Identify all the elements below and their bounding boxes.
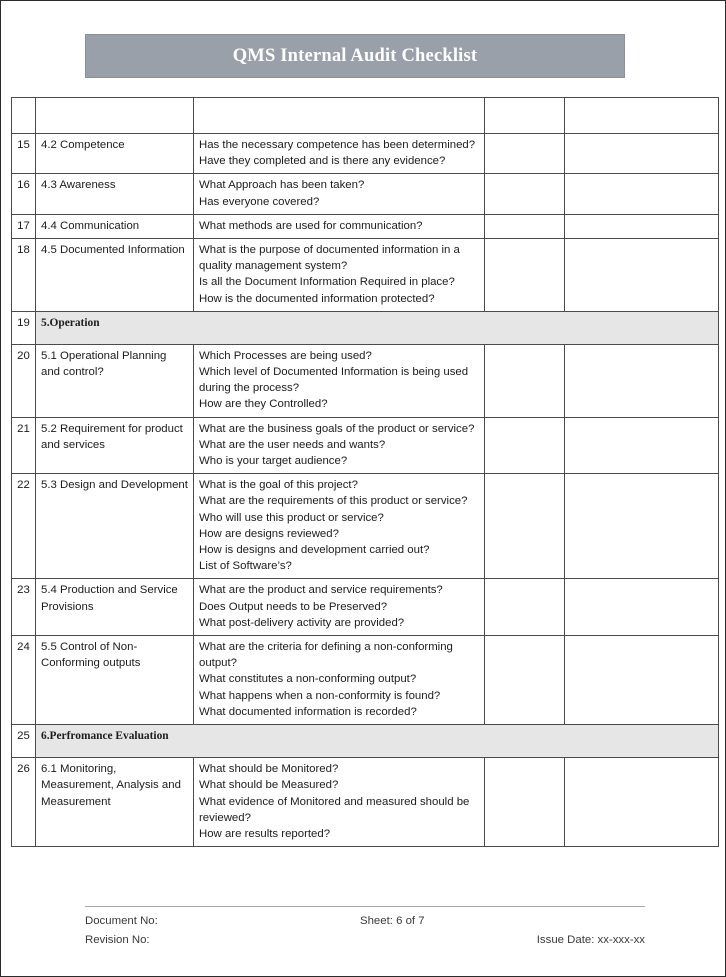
question-line: What are the product and service requirements?	[199, 584, 443, 597]
questions-cell	[194, 636, 485, 725]
clause-cell: 4.4 Communication	[36, 214, 194, 238]
clause-cell: 4.3 Awareness	[36, 174, 194, 214]
question-line: What are the user needs and wants?	[199, 438, 386, 451]
table-row	[12, 344, 719, 417]
question-line: Is all the Document Information Required in place?	[199, 276, 455, 289]
questions-cell	[194, 214, 485, 238]
question-line: What evidence of Monitored and measured should be reviewed?	[199, 795, 470, 824]
table-row	[12, 134, 719, 174]
question-line: Who will use this product or service?	[199, 511, 384, 524]
response-cell-2[interactable]	[565, 134, 719, 174]
questions-cell	[194, 344, 485, 417]
checklist-body	[12, 98, 719, 847]
question-line: Which Processes are being used?	[199, 349, 372, 362]
question-line: Does Output needs to be Preserved?	[199, 600, 388, 613]
clause-cell: 5.5 Control of Non-Conforming outputs	[36, 636, 194, 725]
question-line: What are the criteria for defining a non-conforming output?	[199, 641, 453, 670]
sheet-number: Sheet: 6 of 7	[360, 915, 425, 927]
question-line: How are they Controlled?	[199, 398, 328, 411]
row-number: 15	[12, 134, 36, 174]
document-no-label: Document No:	[85, 915, 158, 927]
checklist-table	[11, 97, 719, 847]
page-title: QMS Internal Audit Checklist	[232, 45, 478, 66]
row-number: 22	[12, 474, 36, 579]
title-banner	[85, 34, 625, 78]
question-line: What documented information is recorded?	[199, 705, 417, 718]
checklist-table-wrapper	[11, 97, 718, 847]
response-cell-2[interactable]	[565, 758, 719, 847]
title-banner-fill	[85, 34, 625, 78]
table-row	[12, 758, 719, 847]
table-row	[12, 174, 719, 214]
questions-cell	[194, 174, 485, 214]
response-cell-2[interactable]	[565, 417, 719, 474]
question-line: What should be Monitored?	[199, 763, 339, 776]
question-line: How is designs and development carried out?	[199, 544, 430, 557]
response-cell-2[interactable]	[565, 239, 719, 312]
response-cell-2[interactable]	[565, 579, 719, 636]
question-line: How are designs reviewed?	[199, 527, 339, 540]
question-line: Has everyone covered?	[199, 195, 320, 208]
response-cell-1[interactable]	[485, 758, 565, 847]
question-line: What methods are used for communication?	[199, 219, 423, 232]
section-heading: 6.Perfromance Evaluation	[36, 725, 719, 758]
issue-date: Issue Date: xx-xxx-xx	[536, 934, 645, 946]
clause-cell: 6.1 Monitoring, Measurement, Analysis and Measurement	[36, 758, 194, 847]
response-cell-1[interactable]	[485, 174, 565, 214]
response-cell-1[interactable]	[485, 579, 565, 636]
table-row-blank	[12, 98, 719, 134]
response-cell-2[interactable]	[565, 98, 719, 134]
row-number: 17	[12, 214, 36, 238]
footer-row-bottom	[85, 934, 645, 953]
response-cell-2[interactable]	[565, 474, 719, 579]
questions-cell	[194, 758, 485, 847]
questions-cell	[194, 239, 485, 312]
clause-cell: 5.2 Requirement for product and services	[36, 417, 194, 474]
question-line: Has the necessary competence has been determined?	[199, 139, 476, 151]
clause-cell: 5.3 Design and Development	[36, 474, 194, 579]
response-cell-1[interactable]	[485, 239, 565, 312]
table-row	[12, 214, 719, 238]
question-line: What are the requirements of this product or service?	[199, 495, 468, 508]
question-line: What happens when a non-conformity is found?	[199, 689, 441, 702]
response-cell-1[interactable]	[485, 417, 565, 474]
table-row	[12, 636, 719, 725]
clause-cell: 4.2 Competence	[36, 134, 194, 174]
clause-cell	[36, 98, 194, 134]
questions-cell	[194, 474, 485, 579]
clause-cell: 5.1 Operational Planning and control?	[36, 344, 194, 417]
clause-cell: 4.5 Documented Information	[36, 239, 194, 312]
question-line: What post-delivery activity are provided?	[199, 616, 405, 629]
table-row	[12, 474, 719, 579]
response-cell-1[interactable]	[485, 98, 565, 134]
response-cell-2[interactable]	[565, 174, 719, 214]
questions-cell	[194, 417, 485, 474]
response-cell-1[interactable]	[485, 474, 565, 579]
footer-divider	[85, 906, 645, 907]
row-number: 16	[12, 174, 36, 214]
response-cell-1[interactable]	[485, 344, 565, 417]
question-line: How is the documented information protected?	[199, 292, 435, 305]
footer-row-top	[85, 915, 645, 934]
response-cell-1[interactable]	[485, 214, 565, 238]
response-cell-2[interactable]	[565, 214, 719, 238]
row-number: 25	[12, 725, 36, 758]
question-line: What is the purpose of documented information in a quality management system?	[199, 244, 460, 273]
question-line: What Approach has been taken?	[199, 179, 365, 192]
question-line: How are results reported?	[199, 827, 331, 840]
table-row	[12, 417, 719, 474]
questions-cell	[194, 98, 485, 134]
row-number: 26	[12, 758, 36, 847]
row-number: 24	[12, 636, 36, 725]
section-heading-row	[12, 725, 719, 758]
row-number	[12, 98, 36, 134]
question-line: Who is your target audience?	[199, 455, 348, 468]
response-cell-2[interactable]	[565, 344, 719, 417]
row-number: 23	[12, 579, 36, 636]
table-row	[12, 239, 719, 312]
question-line: List of Software’s?	[199, 560, 292, 573]
response-cell-2[interactable]	[565, 636, 719, 725]
section-heading-row	[12, 311, 719, 344]
row-number: 21	[12, 417, 36, 474]
response-cell-1[interactable]	[485, 636, 565, 725]
response-cell-1[interactable]	[485, 134, 565, 174]
question-line: Which level of Documented Information is being used during the process?	[199, 366, 469, 395]
row-number: 18	[12, 239, 36, 312]
question-line: Have they completed and is there any evidence?	[199, 155, 446, 168]
row-number: 19	[12, 311, 36, 344]
row-number: 20	[12, 344, 36, 417]
revision-no-label: Revision No:	[85, 934, 150, 946]
clause-cell: 5.4 Production and Service Provisions	[36, 579, 194, 636]
questions-cell	[194, 134, 485, 174]
question-line: What are the business goals of the product or service?	[199, 422, 475, 435]
question-line: What constitutes a non-conforming output?	[199, 673, 417, 686]
section-heading: 5.Operation	[36, 311, 719, 344]
page-footer	[85, 906, 645, 953]
question-line: What should be Measured?	[199, 779, 339, 792]
question-line: What is the goal of this project?	[199, 479, 358, 492]
table-row	[12, 579, 719, 636]
questions-cell	[194, 579, 485, 636]
